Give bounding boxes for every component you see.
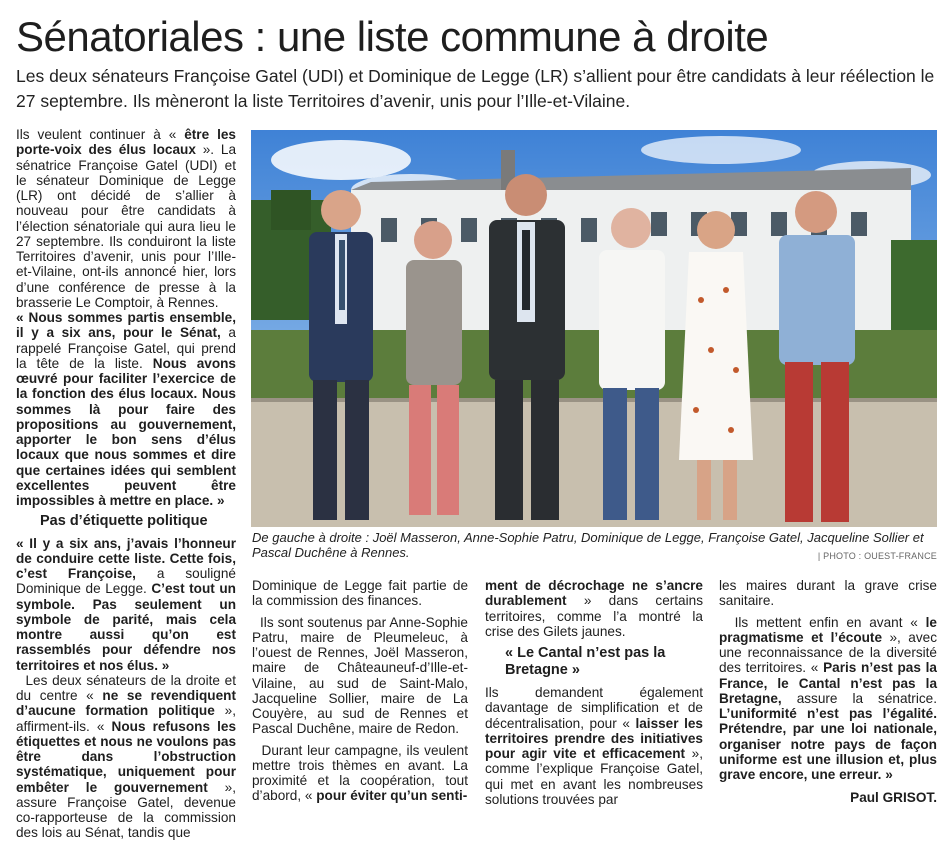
subhead: Pas d’étiquette politique (40, 513, 208, 530)
photo-credit: | PHOTO : OUEST-FRANCE (817, 551, 937, 561)
signature: Paul GRISOT. (850, 790, 937, 806)
article-photo (251, 130, 937, 527)
paragraph-10: les maires durant la grave crise sanitaire. (719, 578, 937, 609)
paragraph-5: Dominique de Legge fait partie de la commission des finances. (252, 578, 468, 609)
headline: Sénatoriales : une liste commune à droite (16, 13, 769, 60)
column-4 (719, 578, 937, 805)
subhead-quote: « Le Cantal n’est pas la Bretagne » (505, 645, 666, 678)
paragraph-7: Durant leur campagne, ils veulent mettre trois thèmes en avant. La proximité et la coopération, tout d’abord, « pour éviter qu’un senti- (252, 742, 468, 804)
paragraph-1: Ils veulent continuer à « être les porte-voix des élus locaux ». La sénatrice Françoise Gatel (UDI) et le sénateur Dominique de Legge (LR) ont décidé de s’allier à nouveau pour être candidats à l’élection sénatoriale qui aura lieu le 27 septembre. Ils conduiront la liste Territoires d’avenir, unis pour l’Ille-et-Vilaine, ont-ils annoncé hier, lors d’une conférence de presse à la brasserie Le Comptoir, à Rennes. (16, 127, 237, 310)
paragraph-4: Les deux sénateurs de la droite et du centre « ne se revendiquent d’aucune formation politique », affirment-ils. « Nous refusons les étiquettes et nous ne voulons pas être dans l’obstruction systématique, uniquement pour embêter le gouvernement », assure Françoise Gatel, devenue co-rapporteuse de la commission des lois au Sénat, tandis que (16, 672, 237, 841)
group-photo-illustration (251, 130, 937, 527)
paragraph-2: « Nous sommes partis ensemble, il y a six ans, pour le Sénat, a rappelé Françoise Gatel, qui prend la tête de la liste. Nous avons œuvré pour faciliter l’exercice de la fonction des élus locaux. Nous sommes là pour faire des propositions au gouvernement, apporter le bon sens d’élus locaux que nous sommes et dire que certaines idées qui semblent excellentes peuvent être impossibles à mettre en place. » (16, 310, 236, 508)
paragraph-11: Ils mettent enfin en avant « le pragmatisme et l’écoute », avec une reconnaissance de la diversité des territoires. « Paris n’est pas la France, le Cantal n’est pas la Bretagne, assure la sénatrice. L’uniformité n’est pas l’égalité. Prétendre, par une loi nationale, organiser notre pays de façon uniforme est une illusion et, plus grave encore, une erreur. » (719, 614, 938, 782)
paragraph-3: « Il y a six ans, j’avais l’honneur de conduire cette liste. Cette fois, c’est Françoise, a souligné Dominique de Legge. C’est tout un symbole. Pas seulement un symbole de parité, mais cela montre aussi qu’on est rassemblés pour défendre nos territoires et nos élus. » (16, 535, 236, 673)
paragraph-6: Ils sont soutenus par Anne-Sophie Patru, maire de Pleumeleuc, à l’ouest de Rennes, Joël Masseron, maire de Châteauneuf-d’Ille-et-Vilaine, au sud de Saint-Malo, Jacqueline Sollier, maire de La Couyère, au sud de Rennes et Pascal Duchêne, maire de Redon. (252, 614, 468, 737)
photo-caption: De gauche à droite : Joël Masseron, Anne-Sophie Patru, Dominique de Legge, Françoise Gatel, Jacqueline Sollier et Pascal Duchêne à Rennes. (252, 530, 924, 560)
column-3 (485, 578, 703, 805)
paragraph-8: ment de décrochage ne s’ancre durablement » dans certains territoires, comme l’a montré la crise des Gilets jaunes. (485, 578, 703, 639)
paragraph-9: Ils demandent également davantage de simplification et de décentralisation, pour « laisser les territoires prendre des initiatives pour agir vite et efficacement », comme l’explique Françoise Gatel, qui met en avant les nombreuses solutions trouvées par (485, 685, 703, 807)
deck: Les deux sénateurs Françoise Gatel (UDI) et Dominique de Legge (LR) s’allient pour être candidats à leur réélection le 27 septembre. Ils mèneront la liste Territoires d’avenir, unis pour l’Ille-et-Vilaine. (16, 66, 935, 111)
column-1 (16, 127, 237, 841)
column-2 (252, 578, 468, 805)
